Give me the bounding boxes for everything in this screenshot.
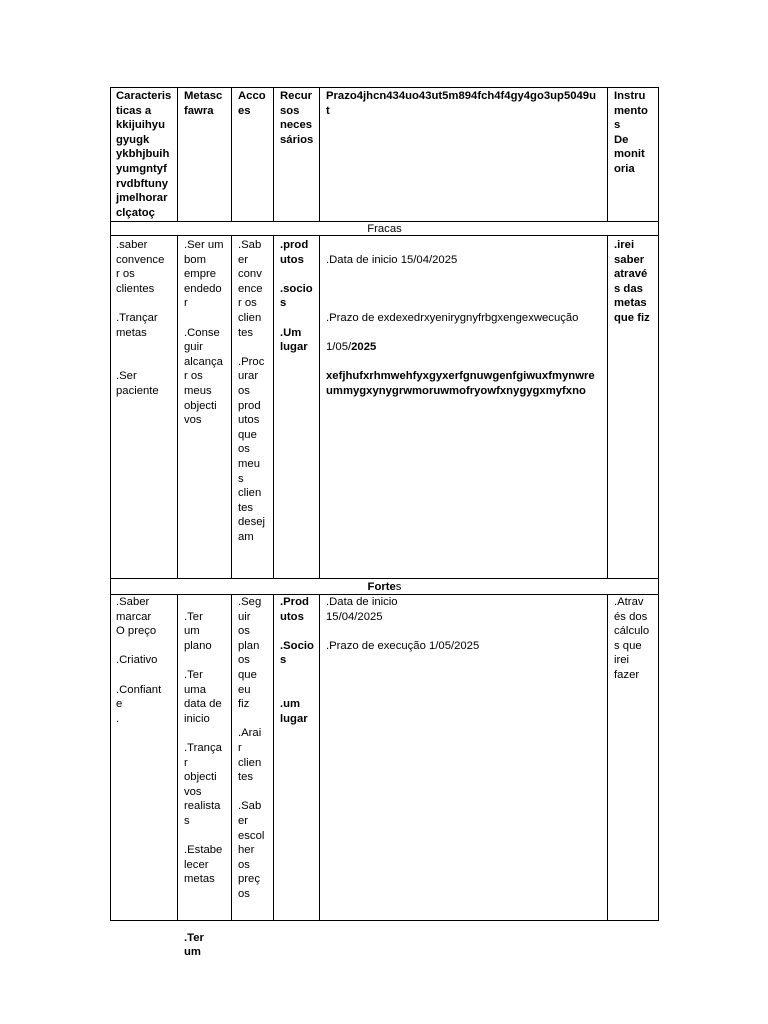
section-fortes-label: Fortes: [367, 581, 402, 593]
table-border-left: [110, 87, 111, 921]
header-recursos: Recur sos neces sários: [280, 90, 314, 146]
fracas-data-inicio: .Data de inicio 15/04/2025: [326, 253, 458, 266]
fortes-metas: .Ter um plano .Ter uma data de inicio .Trança r objecti vos realista s .Estabe lecer metas .Ter um: [184, 610, 223, 959]
header-caracteristicas: Caracteris ticas a kkijuihyu gyugk ykbhjbuih yumgntyf rvdbftuny jmelhorar clçatoç: [116, 90, 172, 219]
row-divider: [110, 578, 659, 579]
planning-table: [110, 87, 659, 959]
header-prazo: Prazo4jhcn434uo43ut5m894fch4f4gy4go3up5049u t: [326, 90, 596, 117]
fortes-accoes: .Seg uir os plan os que eu fiz .Arai r clien tes .Sab er escol her os preç os: [238, 596, 265, 900]
fracas-prazo-bold-text: xefjhufxrhmwehfyxgyxerfgnuwgenfgiwuxfmynwre ummygxynygrwmoruwmofryowfxnygygxmyfxno: [326, 370, 595, 397]
fracas-accoes: .Sab er conv ence r os clien tes .Proc urar os prod utos que os meu s clien tes desej am: [238, 239, 266, 543]
header-accoes: Acco es: [238, 90, 266, 117]
fracas-recursos: .prod utos .socio s .Um lugar: [280, 239, 313, 354]
fracas-prazo-year: 2025: [351, 341, 377, 354]
header-metas: Metasc fawra: [184, 90, 223, 117]
fracas-prazo-date: 1/05/: [326, 341, 352, 354]
fracas-prazo: [326, 238, 595, 413]
fortes-metas-bold: .Ter um: [184, 931, 204, 959]
fracas-prazo-execucao: .Prazo de exdexedrxyenirygnyfrbgxengexwecução: [326, 311, 579, 324]
fracas-metas: .Ser um bom empre endedo r .Conse guir alcança r os meus objecti vos: [184, 239, 224, 427]
table-border-top: [110, 87, 659, 88]
fracas-caracteristicas: .saber convence r os clientes .Trançar metas .Ser paciente: [116, 239, 165, 397]
section-fracas-label: Fracas: [367, 223, 402, 235]
fortes-caracteristicas: .Saber marcar O preço .Criativo .Confiant e .: [116, 596, 162, 725]
fortes-instrumentos: .Atrav és dos cálculo s que irei fazer: [614, 596, 650, 681]
fracas-instrumentos: .irei saber atravé s das metas que fiz: [614, 239, 650, 324]
fortes-recursos: .Prod utos .Socio s .um lugar: [280, 596, 314, 725]
fortes-prazo: .Data de inicio 15/04/2025 .Prazo de execução 1/05/2025: [326, 596, 480, 652]
header-instrumentos: Instru mento s De monit oria: [614, 90, 648, 175]
table-border-right: [658, 87, 659, 921]
